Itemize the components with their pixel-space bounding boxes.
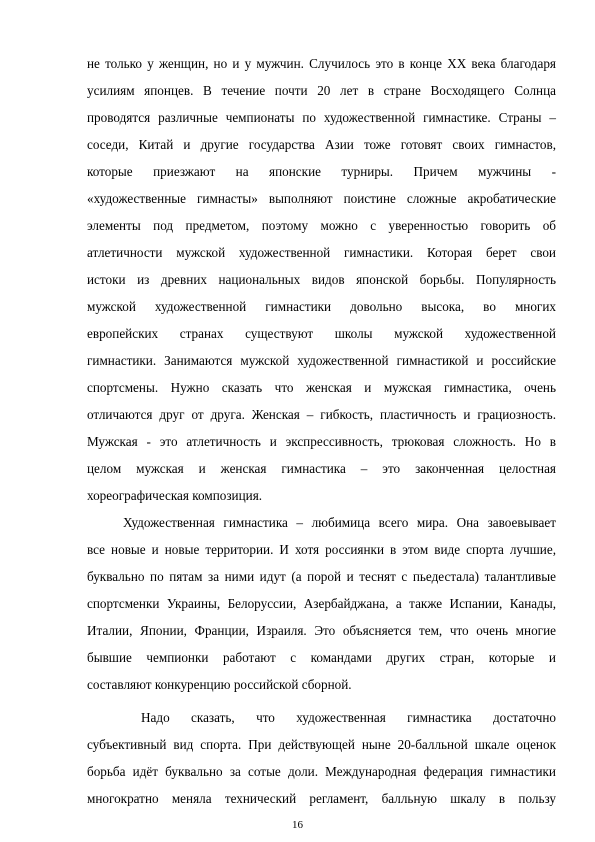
text-line: Надо сказать, что художественная гимнастика достаточно bbox=[141, 710, 556, 725]
text-line: все новые и новые территории. И хотя россиянки в этом виде спорта лучшие, bbox=[87, 542, 556, 557]
text-line: спортсмены. Нужно сказать что женская и мужская гимнастика, очень bbox=[87, 380, 556, 395]
text-line: Мужская - это атлетичность и экспрессивность, трюковая сложность. Но в bbox=[87, 434, 556, 449]
text-line: атлетичности мужской художественной гимнастики. Которая берет свои bbox=[87, 245, 556, 260]
text-line: мужской художественной гимнастики довольно высока, во многих bbox=[87, 299, 556, 314]
text-line: которые приезжают на японские турниры. Причем мужчины - bbox=[87, 164, 556, 179]
text-line: отличаются друг от друга. Женская – гибкость, пластичность и грациозность. bbox=[87, 407, 556, 422]
text-line: соседи, Китай и другие государства Азии тоже готовят своих гимнастов, bbox=[87, 137, 556, 152]
text-line: субъективный вид спорта. При действующей ныне 20-балльной шкале оценок bbox=[87, 737, 556, 752]
text-line: борьба идёт буквально за сотые доли. Международная федерация гимнастики bbox=[87, 764, 556, 779]
text-line: Художественная гимнастика – любимица всего мира. Она завоевывает bbox=[123, 515, 556, 530]
text-line: не только у женщин, но и у мужчин. Случилось это в конце XX века благодаря bbox=[87, 56, 556, 71]
text-line: буквально по пятам за ними идут (а порой и теснят с пьедестала) талантливые bbox=[87, 569, 556, 584]
text-line: бывшие чемпионки работают с командами других стран, которые и bbox=[87, 650, 556, 665]
text-line: многократно меняла технический регламент, балльную шкалу в пользу bbox=[87, 791, 556, 806]
text-line: целом мужская и женская гимнастика – это законченная целостная bbox=[87, 461, 556, 476]
text-line: «художественные гимнасты» выполняют поистине сложные акробатические bbox=[87, 191, 556, 206]
text-line: элементы под предметом, поэтому можно с уверенностью говорить об bbox=[87, 218, 556, 233]
text-line: усилиям японцев. В течение почти 20 лет в стране Восходящего Солнца bbox=[87, 83, 556, 98]
text-line: гимнастики. Занимаются мужской художественной гимнастикой и российские bbox=[87, 353, 556, 368]
text-line: проводятся различные чемпионаты по художественной гимнастике. Страны – bbox=[87, 110, 556, 125]
text-line: европейских странах существуют школы мужской художественной bbox=[87, 326, 556, 341]
text-line: истоки из древних национальных видов японской борьбы. Популярность bbox=[87, 272, 556, 287]
text-line: составляют конкуренцию российской сборной. bbox=[87, 677, 352, 692]
page-number: 16 bbox=[292, 819, 303, 831]
text-line: Италии, Японии, Франции, Израиля. Это объясняется тем, что очень многие bbox=[87, 623, 556, 638]
text-line: хореографическая композиция. bbox=[87, 488, 263, 503]
text-line: спортсменки Украины, Белоруссии, Азербайджана, а также Испании, Канады, bbox=[87, 596, 556, 611]
